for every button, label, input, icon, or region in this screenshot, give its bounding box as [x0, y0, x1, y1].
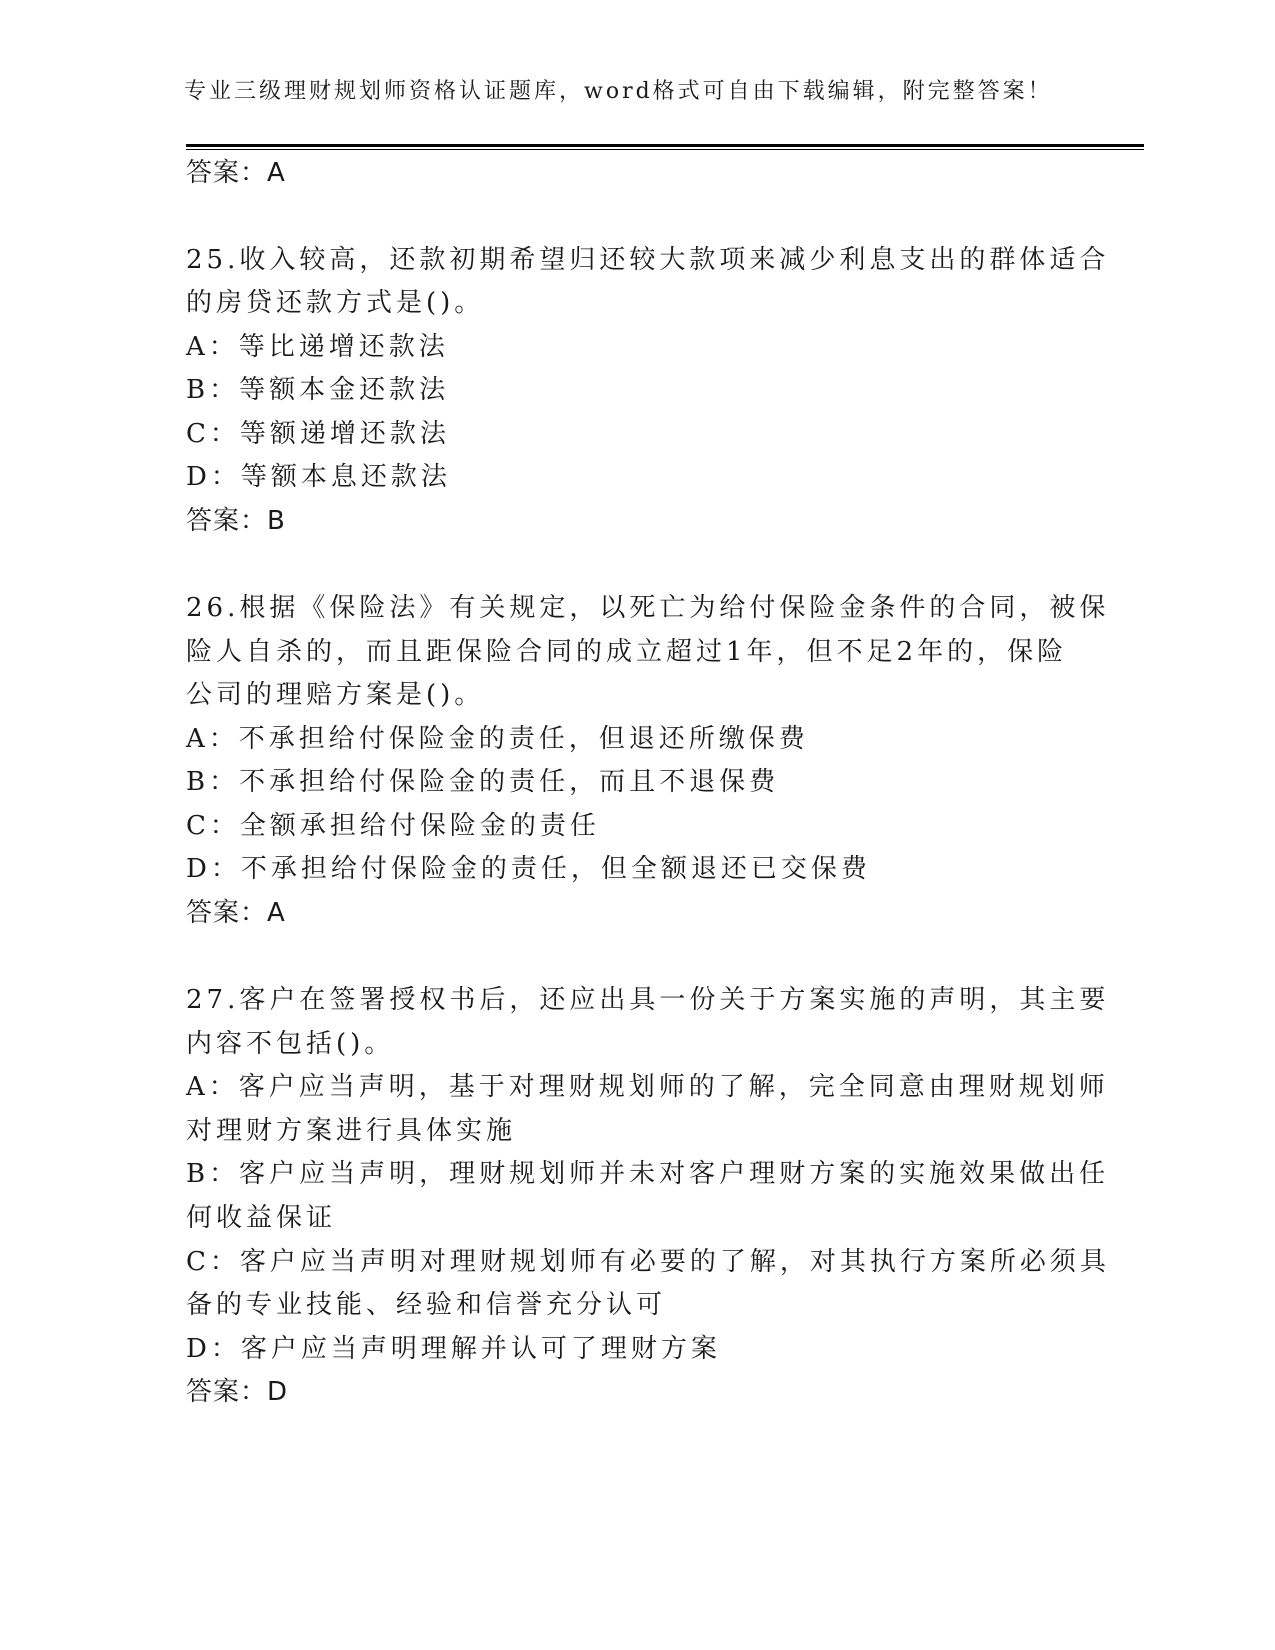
- question-stem-line: 的房贷还款方式是()。: [186, 288, 485, 318]
- answer-label: 答案：B: [186, 506, 286, 536]
- header-rule-thick: [186, 144, 1144, 147]
- question-option: C：等额递增还款法: [186, 419, 450, 449]
- question-option: A：不承担给付保险金的责任，但退还所缴保费: [186, 724, 809, 754]
- question-stem-line: 25.收入较高，还款初期希望归还较大款项来减少利息支出的群体适合: [186, 245, 1110, 275]
- question-stem-line: 险人自杀的，而且距保险合同的成立超过1年，但不足2年的，保险: [186, 637, 1068, 667]
- question-option: C：全额承担给付保险金的责任: [186, 811, 600, 841]
- question-option: 何收益保证: [186, 1203, 337, 1233]
- page-header: 专业三级理财规划师资格认证题库，word格式可自由下载编辑，附完整答案！: [184, 79, 1053, 104]
- question-option: A：客户应当声明，基于对理财规划师的了解，完全同意由理财规划师: [186, 1072, 1109, 1102]
- answer-label: 答案：A: [186, 898, 286, 928]
- question-stem-line: 27.客户在签署授权书后，还应出具一份关于方案实施的声明，其主要: [186, 985, 1110, 1015]
- answer-label: 答案：A: [186, 158, 286, 188]
- answer-label: 答案：D: [186, 1377, 289, 1407]
- header-rule-thin: [186, 149, 1144, 150]
- question-option: 备的专业技能、经验和信誉充分认可: [186, 1290, 667, 1320]
- question-option: A：等比递增还款法: [186, 332, 449, 362]
- question-option: B：等额本金还款法: [186, 375, 450, 405]
- question-stem-line: 26.根据《保险法》有关规定，以死亡为给付保险金条件的合同，被保: [186, 593, 1110, 623]
- question-option: C：客户应当声明对理财规划师有必要的了解，对其执行方案所必须具: [186, 1247, 1110, 1277]
- question-option: B：不承担给付保险金的责任，而且不退保费: [186, 767, 780, 797]
- question-stem-line: 公司的理赔方案是()。: [186, 680, 485, 710]
- question-option: 对理财方案进行具体实施: [186, 1116, 517, 1146]
- header-rule: [186, 144, 1144, 151]
- question-option: D：不承担给付保险金的责任，但全额退还已交保费: [186, 854, 871, 884]
- question-option: D：等额本息还款法: [186, 462, 451, 492]
- question-stem-line: 内容不包括()。: [186, 1029, 395, 1059]
- question-option: B：客户应当声明，理财规划师并未对客户理财方案的实施效果做出任: [186, 1159, 1110, 1189]
- question-option: D：客户应当声明理解并认可了理财方案: [186, 1334, 721, 1364]
